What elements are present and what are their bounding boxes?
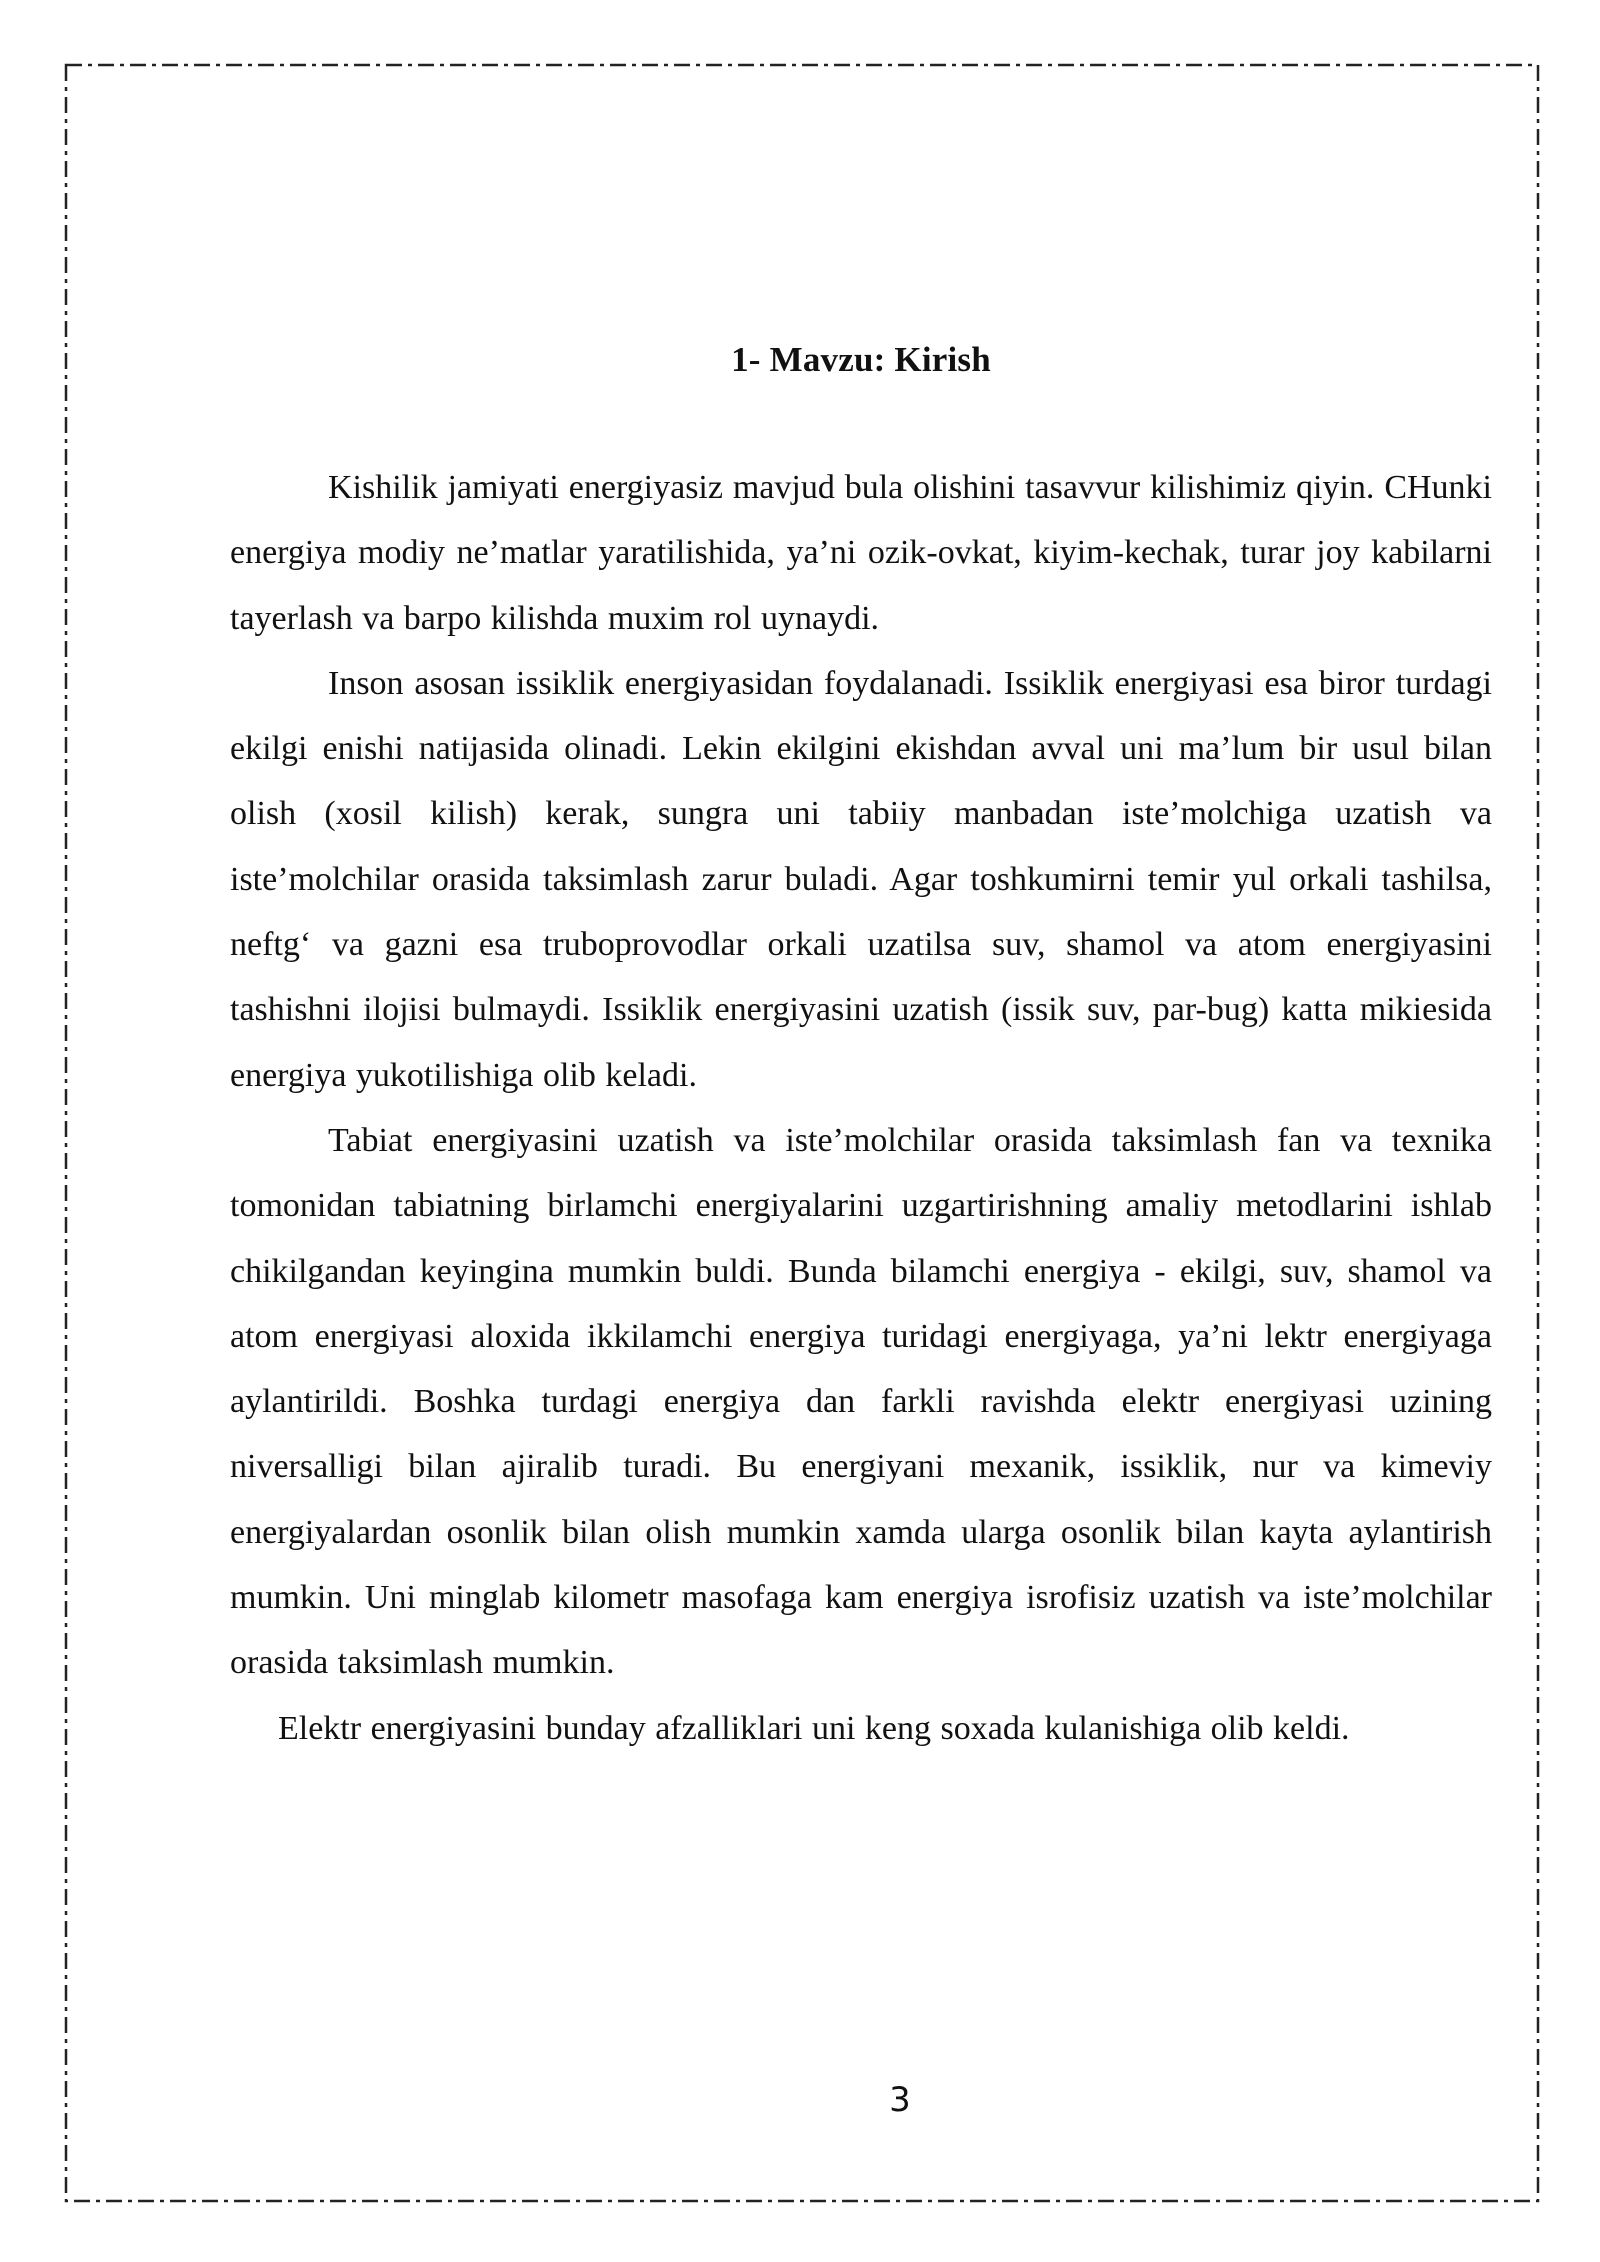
paragraph-2: Inson asosan issiklik energiyasidan foydalanadi. Issiklik energiyasi esa biror turdagi ekilgi enishi natijasida olinadi. Lekin ekilgini ekishdan avval uni ma’lum bir usul bilan olish (xosil kilish) kerak, sungra uni tabiiy manbadan iste’molchiga uzatish va iste’molchilar orasida taksimlash zarur buladi. Agar toshkumirni temir yul orkali tashilsa, neftg‘ va gazni esa truboprovodlar orkali uzatilsa suv, shamol va atom energiyasini tashishni ilojisi bulmaydi. Issiklik energiyasini uzatish (issik suv, par-bug) katta mikiesida energiya yukotilishiga olib keladi.	[230, 664, 1492, 1094]
paragraph-4: Elektr energiyasini bunday afzalliklari uni keng soxada kulanishiga olib keldi.	[278, 1709, 1350, 1747]
document-title: 1- Mavzu: Kirish	[731, 340, 991, 379]
paragraph-list	[230, 455, 1492, 1761]
page-number: 3	[889, 2080, 911, 2120]
paragraph-3: Tabiat energiyasini uzatish va iste’molchilar orasida taksimlash fan va texnika tomonidan tabiatning birlamchi energiyalarini uzgartirishning amaliy metodlarini ishlab chikilgandan keyingina mumkin buldi. Bunda bilamchi energiya - ekilgi, suv, shamol va atom energiyasi aloxida ikkilamchi energiya turidagi energiyaga, ya’ni lektr energiyaga aylantirildi. Boshka turdagi energiya dan farkli ravishda elektr energiyasi uzining niversalligi bilan ajiralib turadi. Bu energiyani mexanik, issiklik, nur va kimeviy energiyalardan osonlik bilan olish mumkin xamda ularga osonlik bilan kayta aylantirish mumkin. Uni minglab kilometr masofaga kam energiya isrofisiz uzatish va iste’molchilar orasida taksimlash mumkin.	[230, 1121, 1492, 1682]
paragraph-1: Kishilik jamiyati energiyasiz mavjud bula olishini tasavvur kilishimiz qiyin. CHunki energiya modiy ne’matlar yaratilishida, ya’ni ozik-ovkat, kiyim-kechak, turar joy kabilarni tayerlash va barpo kilishda muxim rol uynaydi.	[230, 469, 1492, 637]
